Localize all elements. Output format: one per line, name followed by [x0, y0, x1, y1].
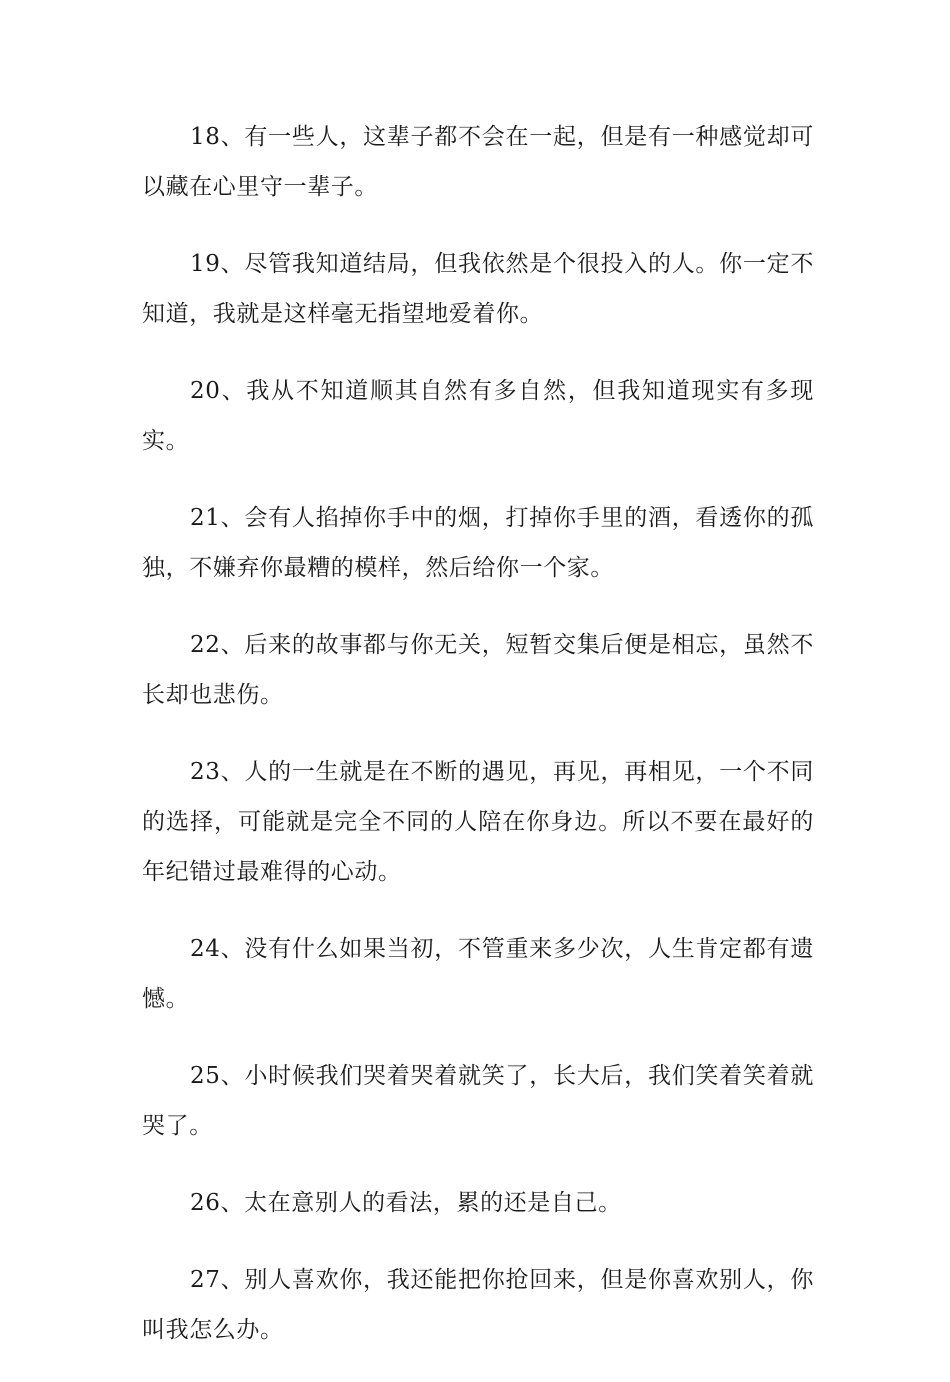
paragraph-27: 27、别人喜欢你，我还能把你抢回来，但是你喜欢别人，你叫我怎么办。 [142, 1267, 814, 1343]
paragraph-23: 23、人的一生就是在不断的遇见，再见，再相见，一个不同的选择，可能就是完全不同的人陪在你身边。所以不要在最好的年纪错过最难得的心动。 [142, 759, 814, 885]
paragraph-24: 24、没有什么如果当初，不管重来多少次，人生肯定都有遗憾。 [142, 936, 814, 1012]
paragraph-19: 19、尽管我知道结局，但我依然是个很投入的人。你一定不知道，我就是这样毫无指望地爱着你。 [142, 251, 814, 327]
paragraph-18: 18、有一些人，这辈子都不会在一起，但是有一种感觉却可以藏在心里守一辈子。 [142, 124, 814, 200]
paragraph-21: 21、会有人掐掉你手中的烟，打掉你手里的酒，看透你的孤独，不嫌弃你最糟的模样，然后给你一个家。 [142, 505, 814, 581]
paragraph-22: 22、后来的故事都与你无关，短暂交集后便是相忘，虽然不长却也悲伤。 [142, 632, 814, 708]
paragraph-20: 20、我从不知道顺其自然有多自然，但我知道现实有多现实。 [142, 378, 814, 454]
paragraph-25: 25、小时候我们哭着哭着就笑了，长大后，我们笑着笑着就哭了。 [142, 1063, 814, 1139]
paragraph-26: 26、太在意别人的看法，累的还是自己。 [190, 1190, 622, 1216]
document-body [142, 112, 814, 1382]
